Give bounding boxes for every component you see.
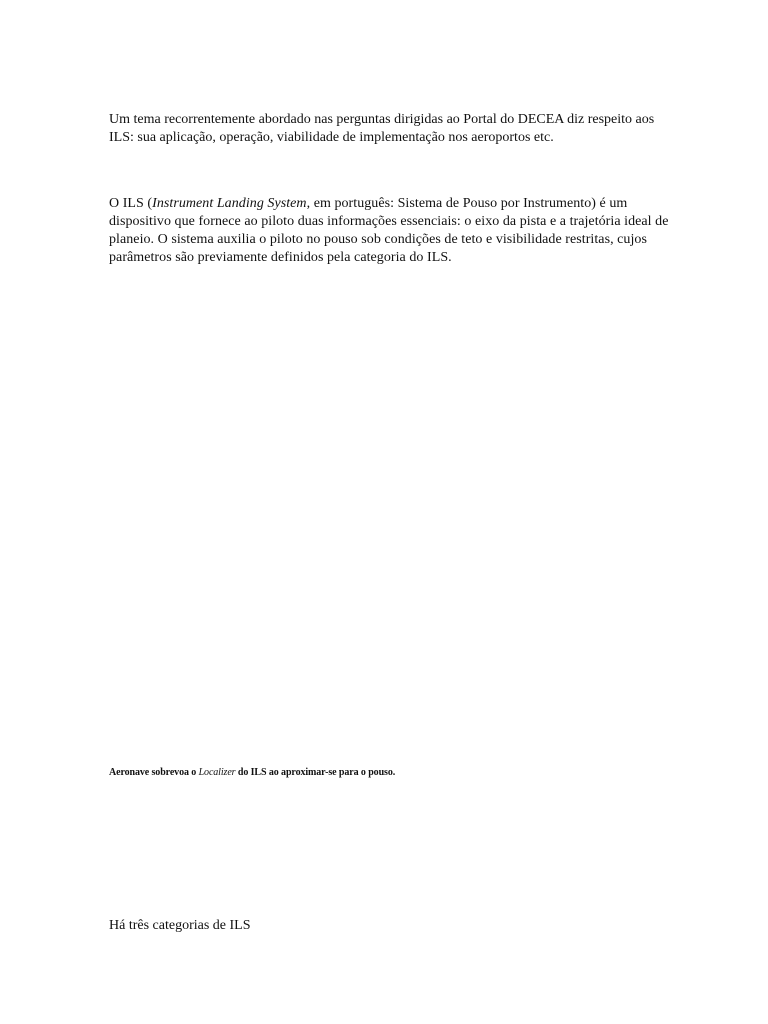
caption-lead: Aeronave sobrevoa o — [109, 767, 199, 778]
categories-text: Há três categorias de ILS — [109, 918, 251, 933]
caption-tail: do ILS ao aproximar-se para o pouso. — [235, 767, 396, 778]
categories-heading — [109, 917, 251, 935]
ils-definition-paragraph — [109, 195, 669, 267]
image-caption — [109, 766, 395, 780]
ils-definition-lead: O ILS ( — [109, 196, 153, 211]
intro-text: Um tema recorrentemente abordado nas perguntas dirigidas ao Portal do DECEA diz respeito aos ILS: sua aplicação, operação, viabilidade de implementação nos aeroportos etc. — [109, 112, 655, 145]
intro-paragraph — [109, 111, 669, 147]
ils-definition-body: , em português: Sistema de Pouso por Instrumento) é um dispositivo que fornece ao piloto duas informações essenciais: o eixo da pista e a trajetória ideal de planeio. O sistema auxilia o piloto no pouso sob condições de teto e visibilidade restritas, cujos parâmetros são previamente definidos pela categoria do ILS. — [109, 196, 669, 265]
caption-localizer: Localizer — [198, 767, 236, 778]
ils-full-name: Instrument Landing System — [152, 196, 307, 211]
